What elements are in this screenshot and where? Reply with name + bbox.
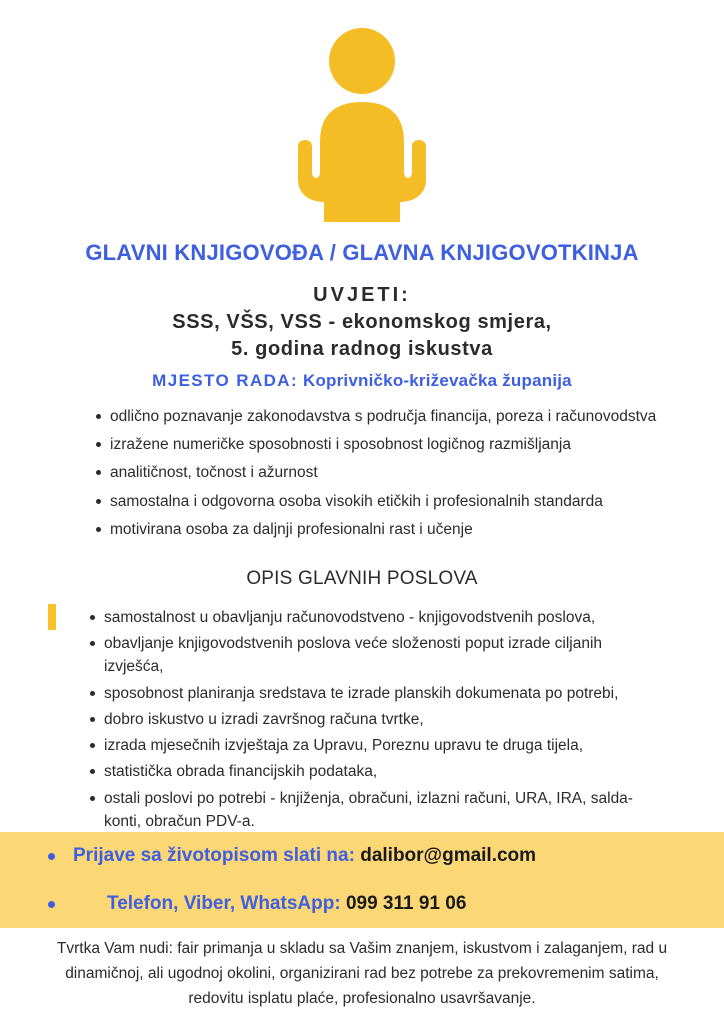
contact-band <box>0 832 724 928</box>
bullet-icon <box>48 853 55 860</box>
footer-text: Tvrtka Vam nudi: fair primanja u skladu sa Vašim znanjem, iskustvom i zalaganjem, rad u dinamičnoj, ali ugodnoj okolini, organizirani rad bez potrebe za prekovremenim satima, redovitu isplatu plaće, profesionalno usavršavanje. <box>56 940 668 1008</box>
work-location-value: Koprivničko-križevačka županija <box>298 371 572 390</box>
conditions-line-2: 5. godina radnog iskustva <box>231 338 493 360</box>
contact-phone-text <box>73 893 466 915</box>
conditions-label: UVJETI: <box>313 284 411 306</box>
contact-email-row <box>0 832 724 880</box>
contact-email-value[interactable]: dalibor@gmail.com <box>360 845 537 866</box>
list-item: izražene numeričke sposobnosti i sposobnost logičnog razmišljanja <box>96 433 684 457</box>
list-item: statistička obrada financijskih podataka, <box>90 760 654 783</box>
bullet-icon <box>48 901 55 908</box>
contact-phone-label: Telefon, Viber, WhatsApp: <box>107 893 346 914</box>
page-title: GLAVNI KNJIGOVOĐA / GLAVNA KNJIGOVOTKINJA <box>85 240 639 265</box>
contact-phone-value[interactable]: 099 311 91 06 <box>345 893 467 914</box>
person-icon <box>262 26 462 226</box>
duties-list <box>0 606 724 833</box>
contact-phone-row <box>0 880 724 928</box>
requirements-list <box>0 405 724 542</box>
list-item: sposobnost planiranja sredstava te izrade planskih dokumenata po potrebi, <box>90 682 654 705</box>
list-item: analitičnost, točnost i ažurnost <box>96 461 684 485</box>
list-item: ostali poslovi po potrebi - knjiženja, obračuni, izlazni računi, URA, IRA, salda-konti, obračun PDV-a. <box>90 787 654 834</box>
list-item: motivirana osoba za daljnji profesionalni rast i učenje <box>96 518 684 542</box>
person-icon-container <box>0 0 724 226</box>
list-item: obavljanje knjigovodstvenih poslova veće složenosti poput izrade ciljanih izvješća, <box>90 632 654 679</box>
duties-title: OPIS GLAVNIH POSLOVA <box>246 567 478 589</box>
list-item: samostalnost u obavljanju računovodstveno - knjigovodstvenih poslova, <box>90 606 654 629</box>
contact-email-text <box>73 845 536 867</box>
contact-email-label: Prijave sa životopisom slati na: <box>73 845 361 866</box>
list-item: dobro iskustvo u izradi završnog računa tvrtke, <box>90 708 654 731</box>
list-item: odlično poznavanje zakonodavstva s područja financija, poreza i računovodstva <box>96 405 684 429</box>
list-item: samostalna i odgovorna osoba visokih etičkih i profesionalnih standarda <box>96 490 684 514</box>
conditions-line-1: SSS, VŠS, VSS - ekonomskog smjera, <box>172 311 552 333</box>
accent-bar <box>48 604 56 630</box>
list-item: izrada mjesečnih izvještaja za Upravu, Poreznu upravu te druga tijela, <box>90 734 654 757</box>
work-location <box>0 371 724 391</box>
work-location-label: MJESTO RADA: <box>152 371 299 390</box>
